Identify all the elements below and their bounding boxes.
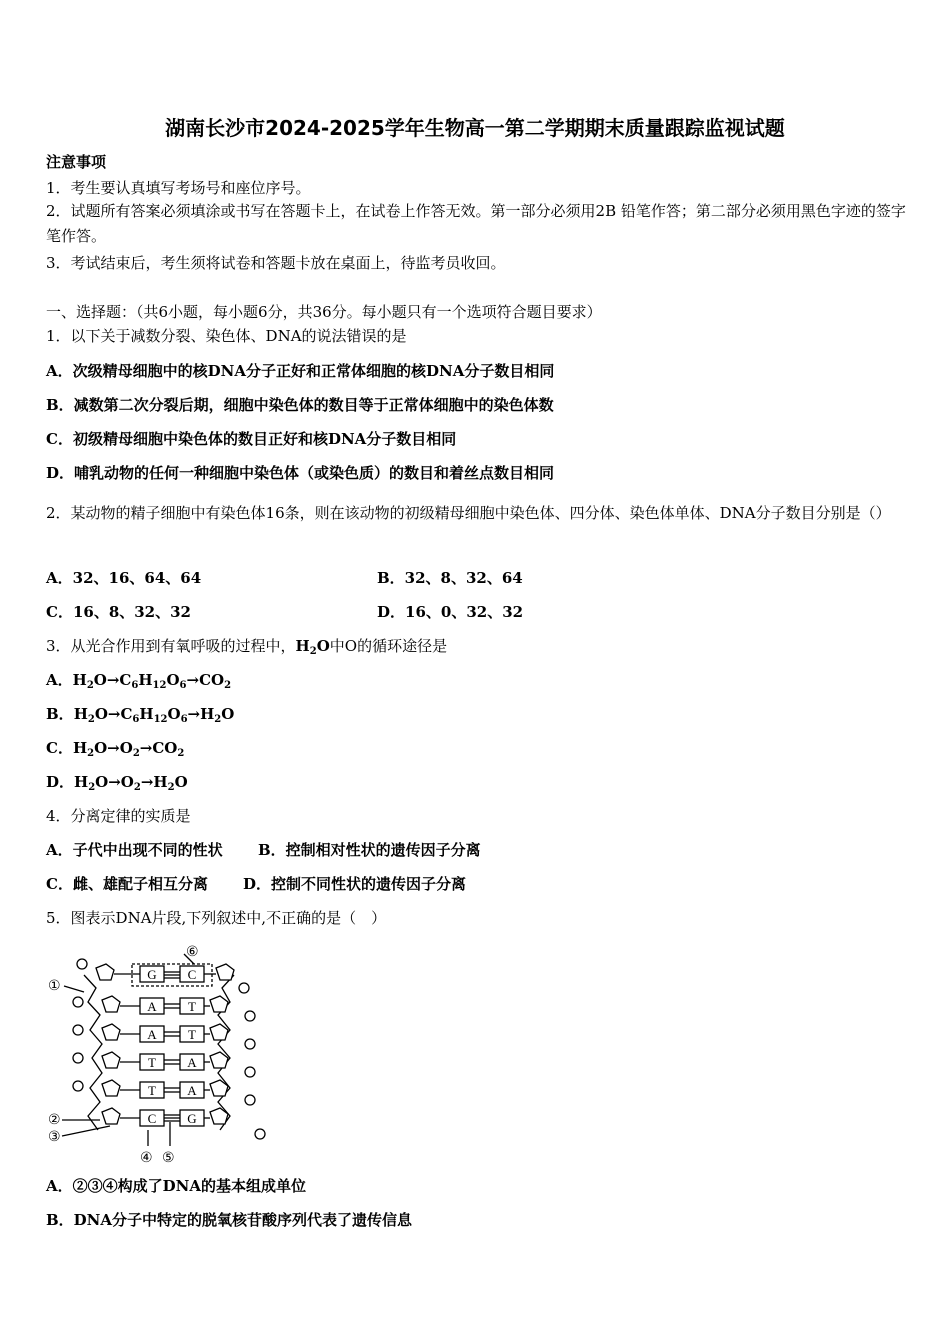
q5-option-a: A．②③④构成了DNA的基本组成单位 bbox=[46, 1177, 306, 1195]
notice-item: 3．考试结束后，考生须将试卷和答题卡放在桌面上，待监考员收回。 bbox=[46, 254, 506, 272]
base-letter: T bbox=[188, 999, 196, 1014]
label-3: ③ bbox=[48, 1129, 61, 1145]
q3-option-c: C．$H_2O\to O_2\to CO_2$ bbox=[46, 739, 185, 759]
q4-option-a: A．子代中出现不同的性状 bbox=[46, 841, 223, 859]
base-letter: A bbox=[147, 999, 157, 1014]
label-1: ① bbox=[48, 978, 61, 994]
q1-option-c: C．初级精母细胞中染色体的数目正好和核DNA分子数目相同 bbox=[46, 430, 457, 448]
q5-option-b: B．DNA分子中特定的脱氧核苷酸序列代表了遗传信息 bbox=[46, 1211, 413, 1229]
label-4: ④ bbox=[140, 1150, 153, 1166]
q2-option-d: D．16、0、32、32 bbox=[377, 603, 524, 621]
question-stem-4: 4．分离定律的实质是 bbox=[46, 807, 191, 825]
dna-diagram bbox=[44, 940, 274, 1170]
label-5: ⑤ bbox=[162, 1150, 175, 1166]
label-6: ⑥ bbox=[186, 944, 199, 960]
question-stem-2: 2．某动物的精子细胞中有染色体16条，则在该动物的初级精母细胞中染色体、四分体、染色体单体、DNA分子数目分别是（） bbox=[46, 504, 891, 522]
base-letter: G bbox=[187, 1111, 197, 1126]
base-letter: T bbox=[148, 1083, 156, 1098]
base-letter: T bbox=[148, 1055, 156, 1070]
q4-option-c: C．雌、雄配子相互分离 bbox=[46, 875, 208, 893]
base-letter: T bbox=[188, 1027, 196, 1042]
q2-option-a: A．32、16、64、64 bbox=[46, 569, 202, 587]
q2-option-b: B．32、8、32、64 bbox=[377, 569, 523, 587]
page-title: 湖南长沙市2024-2025学年生物高一第二学期期末质量跟踪监视试题 bbox=[165, 116, 785, 140]
q2-option-c: C．16、8、32、32 bbox=[46, 603, 191, 621]
base-letter: G bbox=[147, 967, 157, 982]
base-letter: A bbox=[187, 1083, 197, 1098]
q3-option-a: A．$H_2O\to C_6H_{12}O_6\to CO_2$ bbox=[46, 671, 232, 691]
q4-option-b: B．控制相对性状的遗传因子分离 bbox=[258, 841, 481, 859]
q1-option-a: A．次级精母细胞中的核DNA分子正好和正常体细胞的核DNA分子数目相同 bbox=[46, 362, 555, 380]
base-letter: C bbox=[147, 1111, 157, 1126]
notice-heading: 注意事项 bbox=[46, 153, 107, 171]
q4-option-d: D．控制不同性状的遗传因子分离 bbox=[243, 875, 467, 893]
q1-option-b: B．减数第二次分裂后期，细胞中染色体的数目等于正常体细胞中的染色体数 bbox=[46, 396, 554, 414]
base-letter: A bbox=[187, 1055, 197, 1070]
question-stem-3: 3．从光合作用到有氧呼吸的过程中，$H_2O$中O的循环途径是 bbox=[46, 637, 448, 657]
q1-option-d: D．哺乳动物的任何一种细胞中染色体（或染色质）的数目和着丝点数目相同 bbox=[46, 464, 555, 482]
q3-option-d: D．$H_2O\to O_2\to H_2O$ bbox=[46, 773, 188, 793]
base-letter: A bbox=[147, 1027, 157, 1042]
question-stem-5: 5．图表示DNA片段,下列叙述中,不正确的是（ ） bbox=[46, 909, 387, 927]
section-heading: 一、选择题：（共6小题，每小题6分，共36分。每小题只有一个选项符合题目要求） bbox=[46, 303, 602, 321]
notice-item: 2．试题所有答案必须填涂或书写在答题卡上，在试卷上作答无效。第一部分必须用2B 铅笔作答；第二部分必须用黑色字迹的签字笔作答。 bbox=[46, 202, 906, 245]
base-letter: C bbox=[187, 967, 197, 982]
question-stem-1: 1．以下关于减数分裂、染色体、DNA的说法错误的是 bbox=[46, 327, 407, 345]
label-2: ② bbox=[48, 1112, 61, 1128]
q3-option-b: B．$H_2O\to C_6H_{12}O_6\to H_2O$ bbox=[46, 705, 235, 725]
notice-item: 1．考生要认真填写考场号和座位序号。 bbox=[46, 179, 311, 197]
